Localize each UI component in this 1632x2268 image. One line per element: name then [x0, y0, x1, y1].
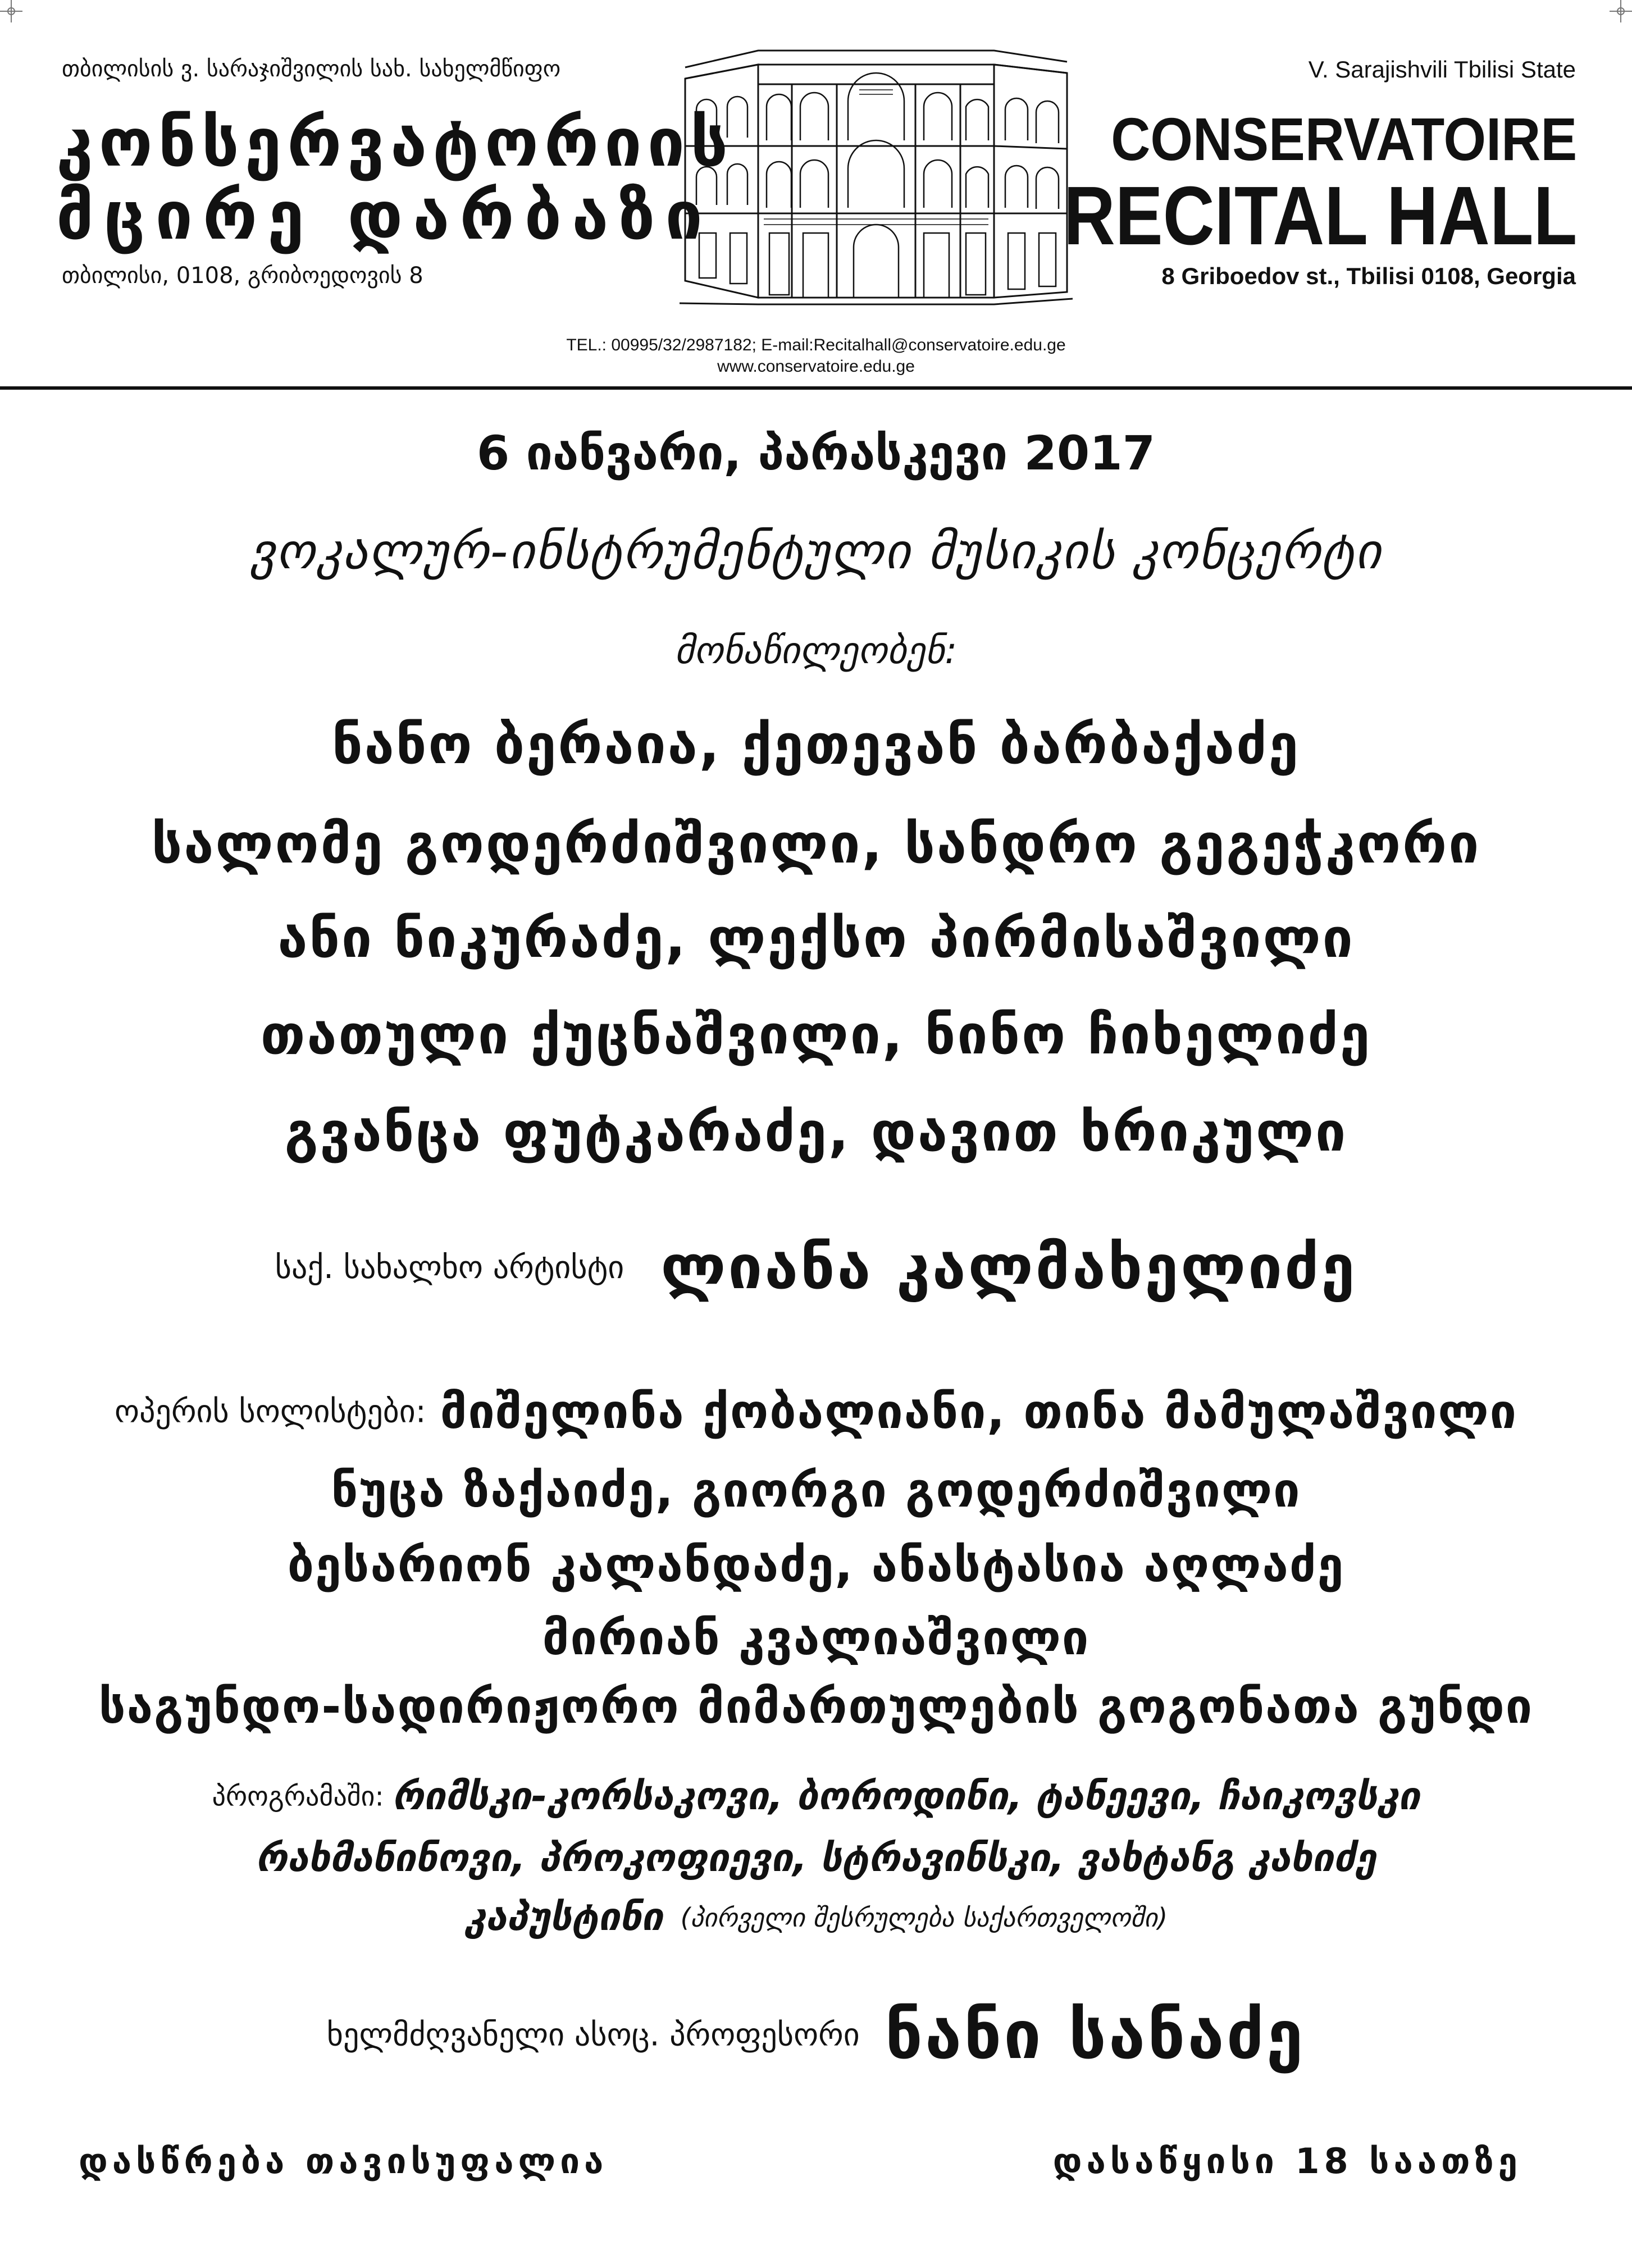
opera-soloists-row — [0, 1384, 1632, 1439]
participants-label: მონაწილეობენ: — [674, 629, 958, 672]
hall-title-english-line1: CONSERVATOIRE — [1111, 105, 1577, 173]
director-row — [0, 1996, 1632, 2074]
address-georgian: თბილისი, 0108, გრიბოედოვის 8 — [62, 263, 423, 289]
contact-phone-email: TEL.: 00995/32/2987182; E-mail:Recitalhall@conservatoire.edu.ge — [566, 336, 1066, 354]
artist-title-label: საქ. სახალხო არტისტი — [275, 1249, 624, 1286]
people-artist-row — [0, 1233, 1632, 1303]
performer-line: გვანცა ფუტკარაძე, დავით ხრიკული — [284, 1101, 1348, 1163]
director-title-label: ხელმძღვანელი ასოც. პროფესორი — [326, 2016, 860, 2053]
program-composers-line: რიმსკი-კორსაკოვი, ბოროდინი, ტანეევი, ჩაიკოვსკი — [392, 1774, 1420, 1819]
choir-line: საგუნდო-სადირიჟორო მიმართულების გოგონათა გუნდი — [98, 1679, 1534, 1734]
premiere-note: (პირველი შესრულება საქართველოში) — [680, 1902, 1168, 1933]
program-composers-line: რახმანინოვი, პროკოფიევი, სტრავინსკი, ვახტანგ კახიძე — [256, 1836, 1376, 1881]
hall-title-english-line2: RECITAL HALL — [1063, 170, 1577, 262]
soloist-line: მიშელინა ქობალიანი, თინა მამულაშვილი — [440, 1384, 1517, 1439]
director-name: ნანი სანაძე — [885, 1996, 1306, 2074]
hall-title-georgian-line1: კონსერვატორიის — [56, 104, 734, 181]
address-english: 8 Griboedov st., Tbilisi 0108, Georgia — [1161, 263, 1576, 289]
admission-free-text: დასწრება თავისუფალია — [79, 2141, 608, 2182]
conservatoire-building-icon — [680, 34, 1073, 309]
concert-title: ვოკალურ-ინსტრუმენტული მუსიკის კონცერტი — [250, 522, 1382, 580]
program-last-row — [0, 1895, 1632, 1940]
performer-line: ნანო ბერაია, ქეთევან ბარბაქაძე — [332, 713, 1300, 776]
opera-soloists-label: ოპერის სოლისტები: — [115, 1393, 426, 1430]
performer-line: ანი ნიკურაძე, ლექსო პირმისაშვილი — [277, 907, 1355, 970]
performer-line: სალომე გოდერძიშვილი, სანდრო გეგეჭკორი — [151, 813, 1481, 875]
soloist-line: ბესარიონ კალანდაძე, ანასტასია აღლაძე — [287, 1537, 1345, 1592]
program-composers-line: კაპუსტინი — [464, 1895, 663, 1940]
soloist-line: მირიან კვალიაშვილი — [542, 1610, 1090, 1665]
start-time-text: დასაწყისი 18 საათზე — [1052, 2141, 1522, 2182]
institution-name-georgian: თბილისის ვ. სარაჯიშვილის სახ. სახელმწიფო — [62, 56, 561, 82]
institution-name-english: V. Sarajishvili Tbilisi State — [1308, 56, 1576, 83]
artist-name: ლიანა კალმახელიძე — [660, 1233, 1357, 1303]
crop-mark-icon — [1610, 0, 1632, 22]
crop-mark-icon — [0, 0, 22, 22]
hall-title-georgian-line2: მცირე დარბაზი — [56, 177, 713, 254]
program-row — [0, 1774, 1632, 1819]
event-date: 6 იანვარი, პარასკევი 2017 — [476, 426, 1156, 481]
program-label: პროგრამაში: — [212, 1781, 384, 1813]
contact-website: www.conservatoire.edu.ge — [717, 357, 915, 376]
performer-line: თათული ქუცნაშვილი, ნინო ჩიხელიძე — [260, 1003, 1372, 1066]
soloist-line: ნუცა ზაქაიძე, გიორგი გოდერძიშვილი — [331, 1463, 1301, 1518]
header-divider — [0, 386, 1632, 390]
